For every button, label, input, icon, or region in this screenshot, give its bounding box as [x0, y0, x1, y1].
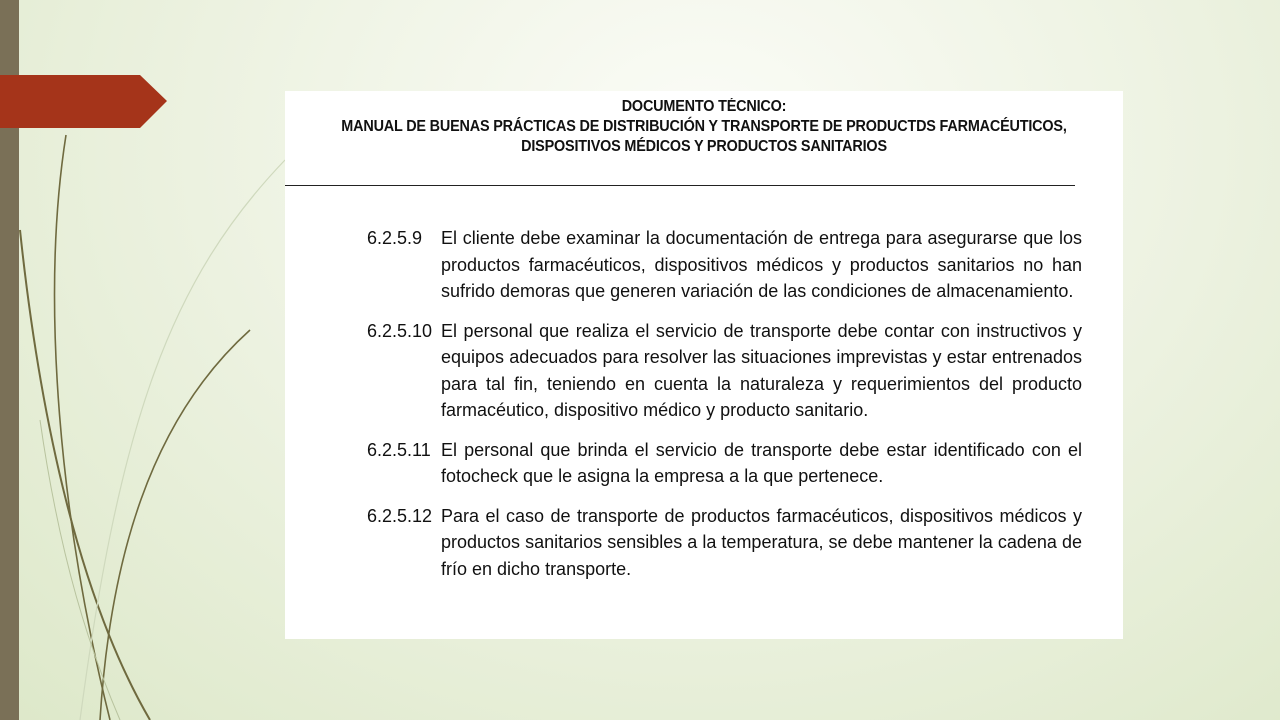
- clause-number: 6.2.5.12: [367, 505, 433, 526]
- clause-item: [367, 437, 1082, 490]
- header-divider: [285, 185, 1075, 186]
- header-line-1: DOCUMENTO TÉCNICO:: [621, 98, 787, 115]
- clause-number: 6.2.5.10: [367, 320, 433, 341]
- clause-text: El personal que brinda el servicio de transporte debe estar identificado con el fotocheck que le asigna la empresa a la que pertenece.: [441, 439, 1082, 486]
- clause-text: El personal que realiza el servicio de transporte debe contar con instructivos y equipos adecuados para resolver las situaciones imprevistas y estar entrenados para tal fin, teniendo en cuenta la naturaleza y requerimientos del producto farmacéutico, dispositivo médico y producto sanitario.: [441, 320, 1082, 420]
- header-line-3: DISPOSITIVOS MÉDICOS Y PRODUCTOS SANITARIOS: [521, 138, 887, 155]
- clause-text: El cliente debe examinar la documentación de entrega para asegurarse que los productos farmacéuticos, dispositivos médicos y productos sanitarios no han sufrido demoras que generen variación de las condiciones de almacenamiento.: [441, 228, 1082, 301]
- clause-text: Para el caso de transporte de productos farmacéuticos, dispositivos médicos y productos sanitarios sensibles a la temperatura, se debe mantener la cadena de frío en dicho transporte.: [441, 505, 1082, 579]
- clause-number: 6.2.5.11: [367, 439, 431, 460]
- clause-number: 6.2.5.9: [367, 228, 423, 248]
- scanned-document: [285, 91, 1123, 639]
- document-header: [314, 91, 1093, 157]
- header-line-2: MANUAL DE BUENAS PRÁCTICAS DE DISTRIBUCIÓN Y TRANSPORTE DE PRODUCTDS FARMACÉUTICOS,: [341, 118, 1067, 135]
- clause-item: [367, 225, 1082, 305]
- clause-item: [367, 318, 1082, 424]
- clause-list: [367, 225, 1082, 595]
- clause-item: [367, 503, 1082, 583]
- title-arrow-marker: [0, 0, 200, 200]
